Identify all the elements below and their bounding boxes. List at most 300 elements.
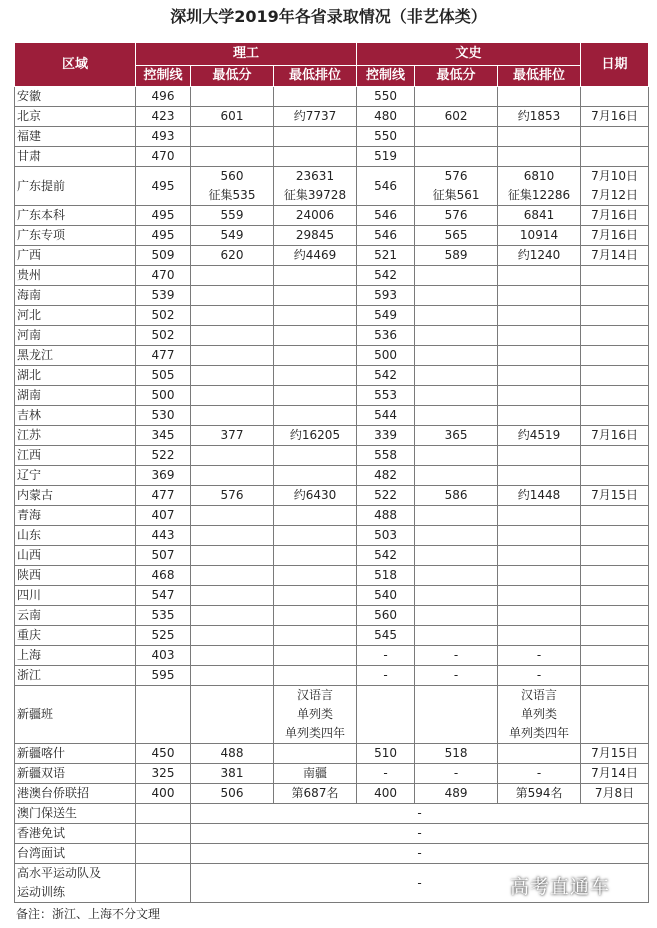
data-cell: 553 <box>357 386 415 406</box>
table-row <box>15 366 649 386</box>
data-cell: 542 <box>357 266 415 286</box>
table-row <box>15 406 649 426</box>
data-cell <box>415 87 498 107</box>
data-cell: 470 <box>136 266 191 286</box>
data-cell: 530 <box>136 406 191 426</box>
header-row <box>15 43 649 66</box>
page-title: 深圳大学2019年各省录取情况（非艺体类） <box>170 7 487 26</box>
data-cell <box>581 306 649 326</box>
data-cell <box>274 286 357 306</box>
region-cell: 广东本科 <box>15 206 136 226</box>
data-cell: 482 <box>357 466 415 486</box>
arts-header: 文史 <box>357 43 581 66</box>
data-cell: 约7737 <box>274 107 357 127</box>
region-cell: 辽宁 <box>15 466 136 486</box>
data-cell: 7月15日 <box>581 486 649 506</box>
data-cell <box>274 546 357 566</box>
data-cell: - <box>357 646 415 666</box>
data-cell: 约4519 <box>498 426 581 446</box>
table-row <box>15 167 649 206</box>
table-row <box>15 246 649 266</box>
region-cell: 高水平运动队及 运动训练 <box>15 864 136 903</box>
region-header: 区域 <box>15 43 136 87</box>
data-cell <box>191 686 274 744</box>
data-cell <box>191 386 274 406</box>
data-cell <box>415 147 498 167</box>
data-cell: 489 <box>415 784 498 804</box>
data-cell: 7月14日 <box>581 764 649 784</box>
region-cell: 云南 <box>15 606 136 626</box>
region-cell: 福建 <box>15 127 136 147</box>
empty-cell <box>136 824 191 844</box>
data-cell <box>191 546 274 566</box>
data-cell <box>581 406 649 426</box>
empty-cell <box>136 864 191 903</box>
data-cell <box>191 566 274 586</box>
data-cell: 560 <box>357 606 415 626</box>
table-row <box>15 606 649 626</box>
region-cell: 新疆班 <box>15 686 136 744</box>
data-cell <box>191 646 274 666</box>
table-row <box>15 844 649 864</box>
data-cell: 7月15日 <box>581 744 649 764</box>
region-cell: 新疆双语 <box>15 764 136 784</box>
data-cell <box>274 646 357 666</box>
data-cell: - <box>357 764 415 784</box>
data-cell <box>191 666 274 686</box>
data-cell: 369 <box>136 466 191 486</box>
table-row <box>15 446 649 466</box>
region-cell: 新疆喀什 <box>15 744 136 764</box>
data-cell <box>581 606 649 626</box>
data-cell <box>274 506 357 526</box>
table-row <box>15 386 649 406</box>
data-cell: 550 <box>357 87 415 107</box>
data-cell <box>415 286 498 306</box>
data-cell: 6810 征集12286 <box>498 167 581 206</box>
data-cell: 521 <box>357 246 415 266</box>
data-cell: 503 <box>357 526 415 546</box>
data-cell <box>191 306 274 326</box>
region-cell: 安徽 <box>15 87 136 107</box>
data-cell: 423 <box>136 107 191 127</box>
data-cell: 620 <box>191 246 274 266</box>
data-cell <box>415 406 498 426</box>
table-row <box>15 486 649 506</box>
region-cell: 山西 <box>15 546 136 566</box>
region-cell: 吉林 <box>15 406 136 426</box>
data-cell: 汉语言 单列类 单列类四年 <box>274 686 357 744</box>
data-cell: 24006 <box>274 206 357 226</box>
data-cell <box>498 586 581 606</box>
data-cell: - <box>415 646 498 666</box>
data-cell: 502 <box>136 326 191 346</box>
table-row <box>15 306 649 326</box>
data-cell: 546 <box>357 167 415 206</box>
table-row <box>15 626 649 646</box>
data-cell <box>498 366 581 386</box>
data-cell: 汉语言 单列类 单列类四年 <box>498 686 581 744</box>
data-cell <box>498 406 581 426</box>
data-cell <box>191 87 274 107</box>
data-cell: 535 <box>136 606 191 626</box>
data-cell <box>415 346 498 366</box>
data-cell: 339 <box>357 426 415 446</box>
data-cell <box>581 646 649 666</box>
region-cell: 贵州 <box>15 266 136 286</box>
data-cell: 南疆 <box>274 764 357 784</box>
data-cell: - <box>498 764 581 784</box>
data-cell <box>498 326 581 346</box>
min-score-header: 最低分 <box>191 66 274 87</box>
data-cell: 560 征集535 <box>191 167 274 206</box>
region-cell: 河南 <box>15 326 136 346</box>
data-cell <box>581 147 649 167</box>
data-cell <box>274 306 357 326</box>
data-cell <box>274 666 357 686</box>
data-cell <box>274 147 357 167</box>
data-cell: 565 <box>415 226 498 246</box>
data-cell <box>498 566 581 586</box>
data-cell <box>498 466 581 486</box>
table-row <box>15 764 649 784</box>
data-cell <box>415 366 498 386</box>
data-cell: 470 <box>136 147 191 167</box>
data-cell <box>415 586 498 606</box>
data-cell <box>498 386 581 406</box>
data-cell: 601 <box>191 107 274 127</box>
region-cell: 台湾面试 <box>15 844 136 864</box>
data-cell <box>581 286 649 306</box>
data-cell <box>498 127 581 147</box>
region-cell: 海南 <box>15 286 136 306</box>
data-cell: 496 <box>136 87 191 107</box>
table-row <box>15 784 649 804</box>
data-cell <box>415 506 498 526</box>
data-cell <box>191 406 274 426</box>
data-cell <box>415 626 498 646</box>
data-cell <box>274 566 357 586</box>
min-score-header: 最低分 <box>415 66 498 87</box>
table-row <box>15 326 649 346</box>
data-cell: 522 <box>357 486 415 506</box>
admission-table <box>14 42 649 903</box>
data-cell: 约16205 <box>274 426 357 446</box>
table-row <box>15 426 649 446</box>
data-cell <box>498 506 581 526</box>
data-cell <box>498 446 581 466</box>
data-cell: 480 <box>357 107 415 127</box>
data-cell <box>274 87 357 107</box>
region-cell: 港澳台侨联招 <box>15 784 136 804</box>
data-cell <box>191 266 274 286</box>
data-cell: 325 <box>136 764 191 784</box>
data-cell <box>191 446 274 466</box>
data-cell: 7月10日 7月12日 <box>581 167 649 206</box>
region-cell: 四川 <box>15 586 136 606</box>
data-cell: - <box>191 844 649 864</box>
data-cell <box>581 506 649 526</box>
data-cell <box>581 127 649 147</box>
data-cell: 第594名 <box>498 784 581 804</box>
data-cell <box>274 386 357 406</box>
data-cell <box>191 127 274 147</box>
data-cell <box>498 286 581 306</box>
data-cell: 约1853 <box>498 107 581 127</box>
data-cell: 约1240 <box>498 246 581 266</box>
data-cell <box>274 526 357 546</box>
min-rank-header: 最低排位 <box>498 66 581 87</box>
data-cell <box>136 686 191 744</box>
data-cell <box>498 306 581 326</box>
data-cell <box>191 286 274 306</box>
data-cell <box>581 326 649 346</box>
date-header: 日期 <box>581 43 649 87</box>
region-cell: 北京 <box>15 107 136 127</box>
data-cell <box>415 326 498 346</box>
data-cell <box>581 526 649 546</box>
data-cell <box>191 366 274 386</box>
table-row <box>15 266 649 286</box>
science-header: 理工 <box>136 43 357 66</box>
data-cell: 495 <box>136 206 191 226</box>
region-cell: 江苏 <box>15 426 136 446</box>
data-cell: 500 <box>357 346 415 366</box>
empty-cell <box>136 844 191 864</box>
data-cell <box>415 306 498 326</box>
data-cell <box>581 266 649 286</box>
data-cell: 519 <box>357 147 415 167</box>
footnote: 备注：浙江、上海不分文理 <box>16 907 161 921</box>
table-row <box>15 586 649 606</box>
table-row <box>15 346 649 366</box>
table-row <box>15 466 649 486</box>
data-cell <box>581 566 649 586</box>
table-row <box>15 526 649 546</box>
data-cell <box>274 586 357 606</box>
data-cell: 377 <box>191 426 274 446</box>
data-cell: 576 <box>415 206 498 226</box>
data-cell: 400 <box>136 784 191 804</box>
data-cell: 407 <box>136 506 191 526</box>
data-cell <box>274 346 357 366</box>
data-cell: 542 <box>357 366 415 386</box>
data-cell: 522 <box>136 446 191 466</box>
data-cell <box>581 546 649 566</box>
data-cell: 7月16日 <box>581 426 649 446</box>
data-cell: 518 <box>415 744 498 764</box>
data-cell <box>415 526 498 546</box>
table-row <box>15 127 649 147</box>
data-cell: 345 <box>136 426 191 446</box>
table-row <box>15 506 649 526</box>
data-cell: 549 <box>357 306 415 326</box>
data-cell <box>415 127 498 147</box>
data-cell: 549 <box>191 226 274 246</box>
data-cell <box>581 346 649 366</box>
data-cell: 602 <box>415 107 498 127</box>
data-cell: - <box>357 666 415 686</box>
data-cell: 542 <box>357 546 415 566</box>
data-cell: 488 <box>357 506 415 526</box>
data-cell: 545 <box>357 626 415 646</box>
data-cell: 540 <box>357 586 415 606</box>
data-cell: 576 征集561 <box>415 167 498 206</box>
data-cell <box>498 266 581 286</box>
data-cell <box>415 606 498 626</box>
region-cell: 重庆 <box>15 626 136 646</box>
data-cell: 450 <box>136 744 191 764</box>
data-cell: 7月14日 <box>581 246 649 266</box>
data-cell <box>274 446 357 466</box>
data-cell: - <box>191 824 649 844</box>
control-line-header: 控制线 <box>136 66 191 87</box>
data-cell: 525 <box>136 626 191 646</box>
data-cell <box>581 87 649 107</box>
data-cell: 507 <box>136 546 191 566</box>
region-cell: 澳门保送生 <box>15 804 136 824</box>
data-cell: 558 <box>357 446 415 466</box>
data-cell <box>274 406 357 426</box>
data-cell <box>415 686 498 744</box>
table-row <box>15 686 649 744</box>
control-line-header: 控制线 <box>357 66 415 87</box>
data-cell <box>581 666 649 686</box>
table-row <box>15 824 649 844</box>
data-cell <box>498 346 581 366</box>
data-cell <box>415 266 498 286</box>
data-cell <box>581 626 649 646</box>
data-cell: 7月16日 <box>581 107 649 127</box>
data-cell <box>498 546 581 566</box>
data-cell: 381 <box>191 764 274 784</box>
data-cell <box>581 366 649 386</box>
region-cell: 江西 <box>15 446 136 466</box>
data-cell: 477 <box>136 486 191 506</box>
region-cell: 内蒙古 <box>15 486 136 506</box>
data-cell <box>415 546 498 566</box>
data-cell <box>191 147 274 167</box>
data-cell: 546 <box>357 226 415 246</box>
table-row <box>15 744 649 764</box>
data-cell <box>274 606 357 626</box>
data-cell <box>274 744 357 764</box>
data-cell: 510 <box>357 744 415 764</box>
data-cell: 509 <box>136 246 191 266</box>
table-row <box>15 107 649 127</box>
region-cell: 浙江 <box>15 666 136 686</box>
data-cell: 10914 <box>498 226 581 246</box>
region-cell: 湖北 <box>15 366 136 386</box>
region-cell: 广西 <box>15 246 136 266</box>
table-row <box>15 226 649 246</box>
data-cell <box>581 586 649 606</box>
region-cell: 甘肃 <box>15 147 136 167</box>
data-cell: 29845 <box>274 226 357 246</box>
data-cell <box>274 626 357 646</box>
data-cell: 400 <box>357 784 415 804</box>
data-cell: 约6430 <box>274 486 357 506</box>
region-cell: 河北 <box>15 306 136 326</box>
region-cell: 广东提前 <box>15 167 136 206</box>
table-row <box>15 546 649 566</box>
data-cell <box>498 526 581 546</box>
data-cell: 547 <box>136 586 191 606</box>
data-cell: 443 <box>136 526 191 546</box>
data-cell: - <box>415 666 498 686</box>
data-cell: 505 <box>136 366 191 386</box>
data-cell <box>415 446 498 466</box>
region-cell: 山东 <box>15 526 136 546</box>
table-row <box>15 666 649 686</box>
data-cell: 550 <box>357 127 415 147</box>
data-cell: 6841 <box>498 206 581 226</box>
table-row <box>15 206 649 226</box>
data-cell <box>415 566 498 586</box>
data-cell <box>498 147 581 167</box>
region-cell: 上海 <box>15 646 136 666</box>
data-cell: - <box>498 646 581 666</box>
region-cell: 广东专项 <box>15 226 136 246</box>
data-cell <box>274 366 357 386</box>
data-cell <box>191 606 274 626</box>
data-cell <box>191 346 274 366</box>
table-row <box>15 646 649 666</box>
data-cell: 403 <box>136 646 191 666</box>
data-cell: 518 <box>357 566 415 586</box>
watermark-text: 高考直通车 <box>510 876 611 898</box>
data-cell: 468 <box>136 566 191 586</box>
data-cell: 495 <box>136 226 191 246</box>
data-cell <box>274 466 357 486</box>
data-cell <box>191 506 274 526</box>
region-cell: 青海 <box>15 506 136 526</box>
data-cell <box>581 466 649 486</box>
region-cell: 黑龙江 <box>15 346 136 366</box>
data-cell <box>191 526 274 546</box>
data-cell <box>415 466 498 486</box>
data-cell: 477 <box>136 346 191 366</box>
data-cell: 546 <box>357 206 415 226</box>
region-cell: 湖南 <box>15 386 136 406</box>
data-cell: - <box>191 864 649 903</box>
data-cell <box>274 326 357 346</box>
data-cell: - <box>415 764 498 784</box>
data-cell: 595 <box>136 666 191 686</box>
data-cell: 7月16日 <box>581 226 649 246</box>
data-cell <box>191 626 274 646</box>
data-cell <box>498 626 581 646</box>
data-cell: 7月16日 <box>581 206 649 226</box>
data-cell <box>498 744 581 764</box>
data-cell: 约4469 <box>274 246 357 266</box>
table-row <box>15 566 649 586</box>
data-cell <box>415 386 498 406</box>
data-cell: 586 <box>415 486 498 506</box>
data-cell: 第687名 <box>274 784 357 804</box>
data-cell <box>191 586 274 606</box>
data-cell: 506 <box>191 784 274 804</box>
data-cell <box>581 386 649 406</box>
data-cell <box>191 466 274 486</box>
data-cell: 593 <box>357 286 415 306</box>
data-cell: 502 <box>136 306 191 326</box>
data-cell <box>357 686 415 744</box>
data-cell: - <box>498 666 581 686</box>
data-cell: 488 <box>191 744 274 764</box>
min-rank-header: 最低排位 <box>274 66 357 87</box>
data-cell: 23631 征集39728 <box>274 167 357 206</box>
